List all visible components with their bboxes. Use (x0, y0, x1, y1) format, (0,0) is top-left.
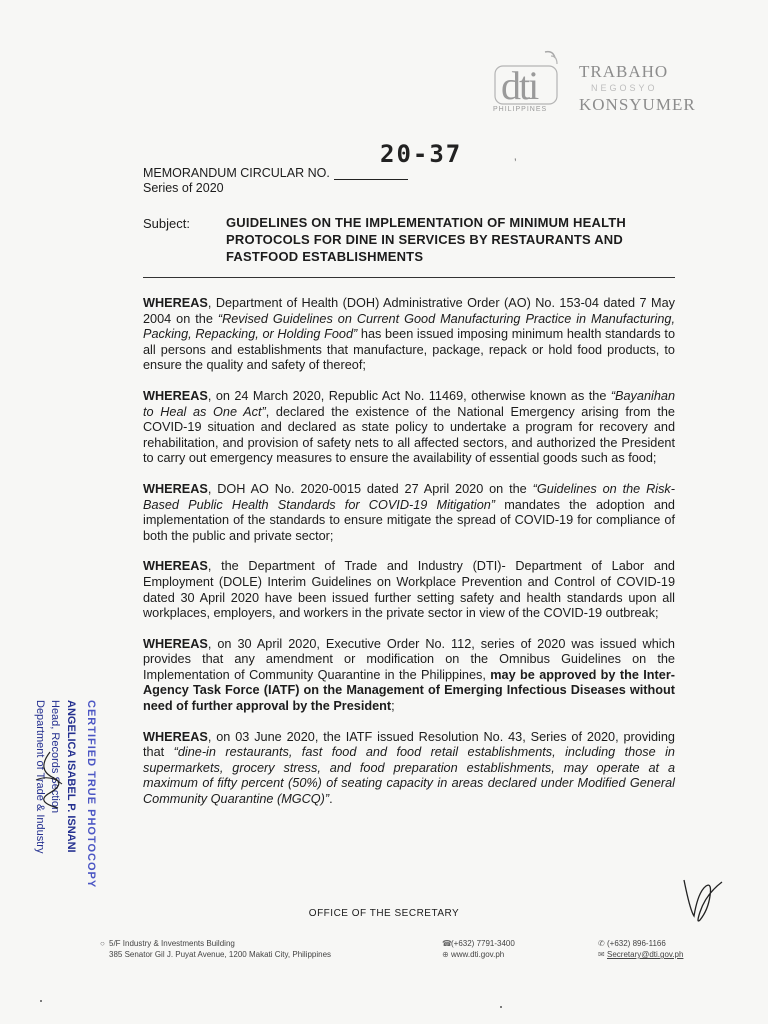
whereas-lead: WHEREAS (143, 481, 208, 496)
quoted-text: “Revised Guidelines on Current Good Manufacturing Practice in Manufacturing, Packing, Repacking, or Holding Food” (143, 311, 675, 342)
paragraph-text: , on 03 June 2020, the IATF issued Resolution No. 43, Series of 2020, providing that (143, 729, 675, 760)
paragraph-text: ; (391, 699, 395, 714)
dti-logo (493, 42, 723, 122)
scan-speck (40, 1000, 42, 1002)
phone-number-1: (+632) 7791-3400 (451, 939, 515, 948)
whereas-lead: WHEREAS (143, 559, 208, 574)
subject-text: GUIDELINES ON THE IMPLEMENTATION OF MINIMUM HEALTH PROTOCOLS FOR DINE IN SERVICES BY RESTAURANTS AND FASTFOOD ESTABLISHMENTS (226, 215, 626, 264)
tagline-konsyumer: KONSYUMER (579, 95, 696, 114)
quoted-text: “Bayanihan to Heal as One Act” (143, 388, 675, 419)
dti-logo-subtext: PHILIPPINES (493, 106, 548, 113)
header-divider (143, 277, 675, 278)
memo-body (143, 296, 675, 823)
office-of-the-secretary: OFFICE OF THE SECRETARY (308, 908, 460, 919)
whereas-lead: WHEREAS (143, 729, 208, 744)
subject-label: Subject: (143, 216, 190, 231)
footer-contact-2 (598, 938, 683, 960)
certified-copy-stamp (6, 700, 106, 890)
whereas-lead: WHEREAS (143, 296, 208, 310)
paragraph-text: , on 24 March 2020, Republic Act No. 11469, otherwise known as the (207, 388, 611, 403)
tagline-trabaho: TRABAHO (579, 62, 669, 81)
memo-number: 20-37 (380, 140, 463, 168)
tagline-negosyo: NEGOSYO (591, 83, 658, 93)
address-line-2: 385 Senator Gil J. Puyat Avenue, 1200 Makati City, Philippines (109, 950, 332, 959)
memo-series: Series of 2020 (143, 181, 224, 195)
fax-icon: ✆ (598, 939, 605, 948)
phone-number-2: (+632) 896-1166 (607, 939, 666, 948)
stamp-name: ANGELICA ISABEL P. ISNANI (65, 700, 77, 853)
quoted-text: “dine-in restaurants, fast food and food retail establishments, including those in supermarkets, grocery stress, and food preparation establishments, may operate at a maximum of fifty percent (50%) of seating capacity in areas declared under Modified General Community Quarantine (MGCQ)” (143, 745, 675, 807)
whereas-paragraph (143, 730, 675, 808)
stamp-department: Department of Trade & Industry (34, 700, 46, 854)
stamp-signature-icon (30, 750, 70, 810)
whereas-paragraph (143, 637, 675, 715)
stamp-title: CERTIFIED TRUE PHOTOCOPY (85, 700, 97, 889)
location-pin-icon: ○ (100, 939, 105, 948)
whereas-paragraph (143, 296, 675, 374)
paragraph-text: , Department of Health (DOH) Administrative Order (AO) No. 153-04 dated 7 May 2004 on the (143, 296, 675, 326)
whereas-lead: WHEREAS (143, 636, 208, 651)
quoted-text: “Guidelines on the Risk-Based Public Health Standards for COVID-19 Mitigation” (143, 481, 675, 512)
whereas-lead: WHEREAS (143, 388, 208, 403)
memo-number-blank (334, 167, 408, 180)
whereas-paragraph (143, 559, 675, 621)
dti-logo-text: dti (501, 63, 538, 108)
scan-speck (500, 1006, 502, 1008)
paragraph-text: has been issued imposing minimum health standards to all persons and establishments that manufacture, package, repack or hold food products, to ensure the quality and safety of thereof; (143, 327, 676, 373)
paragraph-text: , on 30 April 2020, Executive Order No. 112, series of 2020 was issued which provides that any amendment or modification on the Omnibus Guidelines on the Implementation of Community Quarantine in the Philippines, (143, 636, 675, 682)
address-line-1: 5/F Industry & Investments Building (109, 939, 235, 948)
paragraph-text: , declared the existence of the National Emergency arising from the COVID-19 situation and declared as state policy to undertake a program for recovery and rehabilitation, and provision of safety nets to all affected sectors, and authorized the President to carry out emergency measures to ensure the availability of essential goods such as food; (143, 404, 675, 466)
paragraph-text: . (329, 792, 333, 807)
memo-label-line (143, 166, 408, 180)
stamp-position: Head, Records Section (49, 700, 61, 814)
paragraph-text: , the Department of Trade and Industry (DTI)- Department of Labor and Employment (DOLE) Interim Guidelines on Workplace Prevention and Control of COVID-19 dated 30 April 2020 have been issued further setting safety and health standards upon all workplaces, employers, and workers in the private sector in view of the COVID-19 outbreak; (143, 559, 675, 621)
website-link[interactable]: www.dti.gov.ph (451, 950, 505, 959)
footer-contact (442, 938, 515, 960)
email-link[interactable]: Secretary@dti.gov.ph (607, 950, 684, 959)
whereas-paragraph (143, 389, 675, 467)
whereas-paragraph (143, 482, 675, 544)
footer-address (100, 938, 331, 960)
emphasized-text: may be approved by the Inter-Agency Task Force (IATF) on the Management of Emerging Infectious Diseases without need of further approval by the President (143, 667, 675, 714)
phone-icon: ☎ (442, 939, 452, 948)
globe-icon: ⊕ (442, 950, 449, 959)
paragraph-text: , DOH AO No. 2020-0015 dated 27 April 2020 on the (207, 481, 533, 496)
paragraph-text: mandates the adoption and implementation of the standards to ensure mitigate the spread of COVID-19 for compliance of both the public and private sector; (143, 497, 675, 543)
memo-label: MEMORANDUM CIRCULAR NO. (143, 166, 330, 180)
mail-icon: ✉ (598, 950, 605, 959)
pen-mark: ’ (514, 156, 517, 170)
